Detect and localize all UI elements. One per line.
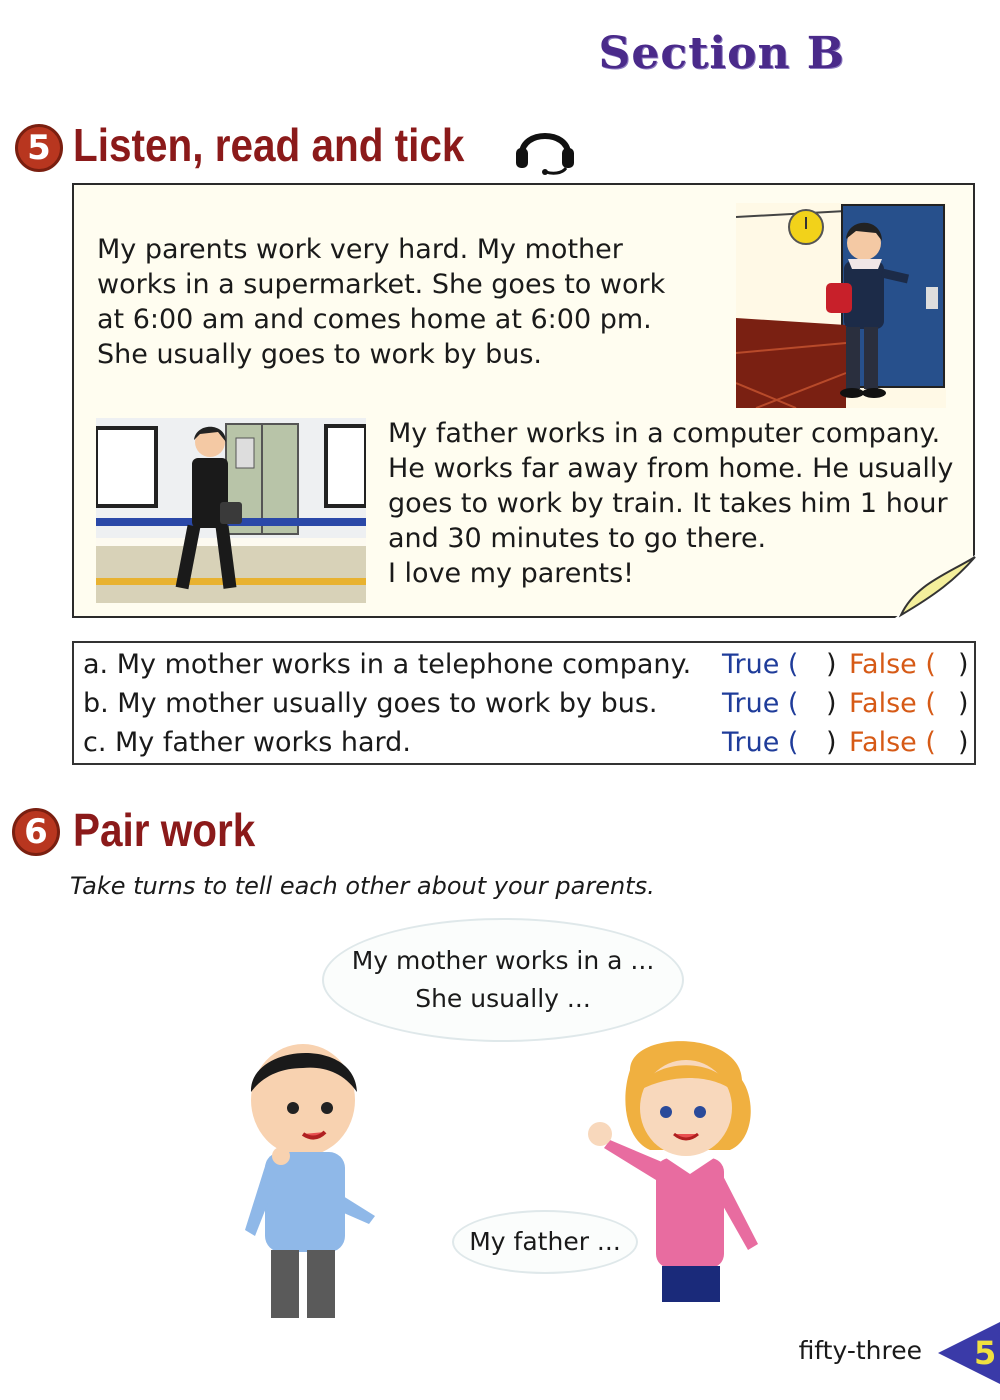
mother-leaving-illustration (736, 203, 946, 408)
paragraph-line: I love my parents! (388, 558, 634, 589)
true-option[interactable] (722, 645, 798, 684)
false-label: False ( (849, 688, 936, 719)
page-number-word: fifty-three (798, 1336, 922, 1365)
true-blank[interactable]: ) (826, 727, 837, 758)
task-number-badge: 6 (12, 808, 60, 856)
false-label: False ( (849, 649, 936, 680)
question-text: a. My mother works in a telephone company. (83, 649, 692, 680)
task-instruction: Take turns to tell each other about your parents. (70, 872, 655, 900)
page-number: 5 (974, 1334, 997, 1372)
true-false-table (72, 641, 976, 765)
bubble-line: My mother works in a ... (351, 946, 655, 975)
question-text: b. My mother usually goes to work by bus. (83, 688, 658, 719)
bubble-line: She usually ... (415, 984, 591, 1013)
paragraph-father (388, 416, 953, 591)
paragraph-line: She usually goes to work by bus. (97, 339, 542, 370)
question-text: c. My father works hard. (83, 727, 411, 758)
true-option[interactable] (722, 723, 798, 762)
paragraph-mother (97, 232, 665, 372)
task-number-badge: 5 (15, 124, 63, 172)
page-number-tab (938, 1322, 1000, 1384)
paragraph-line: works in a supermarket. She goes to work (97, 269, 666, 300)
question-row (74, 645, 974, 684)
paragraph-line: and 30 minutes to go there. (388, 523, 767, 554)
paragraph-line: He works far away from home. He usually (388, 453, 954, 484)
false-blank[interactable]: ) (958, 649, 969, 680)
boy-illustration (225, 1030, 395, 1320)
true-label: True ( (722, 649, 799, 680)
paragraph-line: at 6:00 am and comes home at 6:00 pm. (97, 304, 652, 335)
paragraph-line: goes to work by train. It takes him 1 hour (388, 488, 948, 519)
paragraph-line: My parents work very hard. My mother (97, 234, 623, 265)
false-blank[interactable]: ) (958, 688, 969, 719)
true-blank[interactable]: ) (826, 688, 837, 719)
bubble-line: My father ... (469, 1227, 621, 1256)
paragraph-line: My father works in a computer company. (388, 418, 941, 449)
task-title: Pair work (73, 804, 256, 856)
false-label: False ( (849, 727, 936, 758)
task-title: Listen, read and tick (73, 119, 465, 171)
false-blank[interactable]: ) (958, 727, 969, 758)
false-option[interactable] (849, 645, 936, 684)
section-title: Section B (598, 28, 845, 79)
question-row (74, 723, 974, 762)
true-label: True ( (722, 727, 799, 758)
false-option[interactable] (849, 723, 936, 762)
speech-bubble-father (452, 1210, 638, 1274)
false-option[interactable] (849, 684, 936, 723)
headphones-icon[interactable] (512, 118, 578, 176)
true-option[interactable] (722, 684, 798, 723)
speech-bubble-mother (322, 918, 684, 1042)
question-row (74, 684, 974, 723)
true-label: True ( (722, 688, 799, 719)
father-train-illustration (96, 418, 366, 603)
true-blank[interactable]: ) (826, 649, 837, 680)
